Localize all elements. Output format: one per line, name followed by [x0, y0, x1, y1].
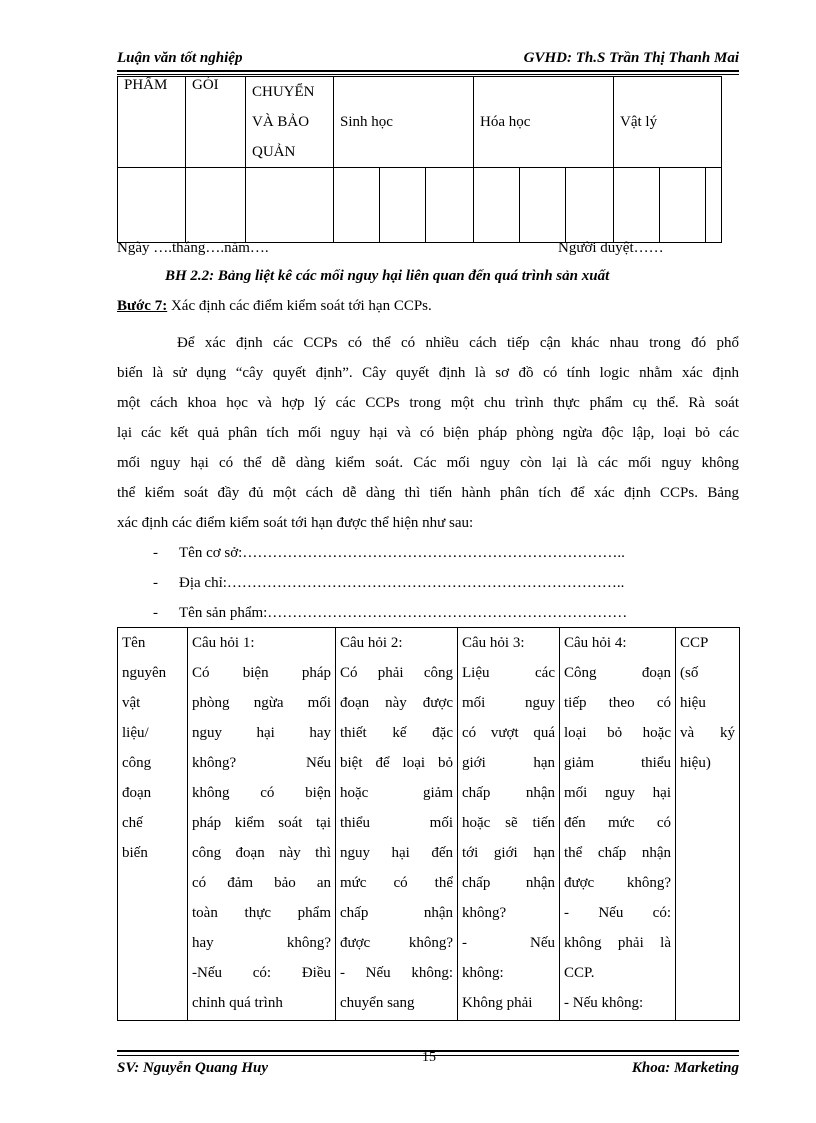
cell-line: có đảm bảo an: [192, 875, 331, 891]
cell-line: - Nếu không:: [340, 965, 453, 981]
header-hoa-hoc-text: Hóa học: [480, 113, 531, 130]
cell-goi: [186, 77, 246, 168]
cell-line: -Nếu có: Điều: [192, 965, 331, 981]
cell-line: thiểu mối: [340, 815, 453, 831]
cell-goi-text: GÓI: [192, 77, 219, 93]
cell-line: chỉnh quá trình: [192, 995, 283, 1011]
step-label: Bước 7:: [117, 298, 168, 314]
page-header: [117, 48, 739, 72]
cell-line: không?: [462, 905, 507, 921]
cell-lines: [340, 628, 453, 1018]
list-item: - Tên cơ sở:…………………………………………………………………..: [153, 545, 625, 561]
cell-line: chuyển sang: [340, 995, 415, 1011]
empty-cell: [706, 168, 722, 243]
cell-line: thể chấp nhận: [564, 845, 671, 861]
col-material: [118, 628, 188, 1021]
list-item: - Địa chỉ:……………………………………………………………………..: [153, 575, 625, 591]
cell-line: nguy hại đến: [340, 845, 453, 861]
empty-cell: [334, 168, 380, 243]
footer-faculty: Khoa: Marketing: [631, 1060, 739, 1076]
col-question-2: [336, 628, 458, 1021]
cell-line: pháp kiểm soát tại: [192, 815, 331, 831]
cell-line: VÀ BẢO: [252, 114, 310, 130]
cell-line: tới giới hạn: [462, 845, 555, 861]
cell-line: hoặc sẽ tiến: [462, 815, 555, 831]
cell-line: Câu hỏi 4:: [564, 635, 627, 651]
cell-line: CHUYỂN: [252, 84, 315, 100]
paragraph-line: một cách khoa học và hợp lý các CCPs trong một chu trình thực phẩm cụ thể. Rà soát: [117, 395, 739, 411]
paragraph-line: thể kiểm soát đầy đủ một cách dễ dàng thì tiến hành phân tích để xác định CCPs. Bảng: [117, 485, 739, 501]
cell-line: chế: [122, 815, 143, 831]
step-text: Xác định các điểm kiểm soát tới hạn CCPs.: [167, 298, 432, 314]
cell-line: được không?: [340, 935, 453, 951]
col-question-3: [458, 628, 560, 1021]
cell-line: tiếp theo có: [564, 695, 671, 711]
cell-line: đoạn: [122, 785, 152, 801]
paragraph-line: biến là sử dụng “cây quyết định”. Cây quyết định là sơ đồ có tính logic nhằm xác định: [117, 365, 739, 381]
date-line: Ngày ….tháng….năm….: [117, 240, 269, 256]
header-advisor: GVHD: Th.S Trần Thị Thanh Mai: [523, 50, 739, 66]
cell-line: hiệu: [680, 695, 706, 711]
header-hoa-hoc: [474, 77, 614, 168]
empty-cell: [474, 168, 520, 243]
col-ccp: [676, 628, 740, 1021]
cell-line: liệu/: [122, 725, 149, 741]
empty-cell: [246, 168, 334, 243]
cell-line: Tên: [122, 635, 146, 651]
paragraph-line: mối nguy hại có thể dễ dàng kiểm soát. Các mối nguy còn lại là các mối nguy không: [117, 455, 739, 471]
hazard-table-continued: [117, 76, 722, 243]
header-sinh-hoc-text: Sinh học: [340, 113, 393, 130]
empty-cell: [118, 168, 186, 243]
facility-info-list: [153, 538, 627, 628]
cell-line: công: [122, 755, 152, 771]
header-sinh-hoc: [334, 77, 474, 168]
cell-lines: [122, 628, 183, 868]
cell-line: được không?: [564, 875, 671, 891]
table-caption: [165, 268, 609, 285]
cell-line: - Nếu không:: [564, 995, 644, 1011]
empty-cell: [426, 168, 474, 243]
header-thesis-title: Luận văn tốt nghiệp: [117, 50, 243, 66]
step-heading: [117, 298, 432, 315]
header-vat-ly: [614, 77, 722, 168]
empty-cell: [614, 168, 660, 243]
cell-line: Liệu các: [462, 665, 555, 681]
empty-cell: [566, 168, 614, 243]
cell-line: không? Nếu: [192, 755, 331, 771]
cell-line: Công đoạn: [564, 665, 671, 681]
cell-pham-text: PHẨM: [124, 77, 168, 93]
page-number: 15: [422, 1050, 436, 1065]
cell-line: nguy hại hay: [192, 725, 331, 741]
approver-line: Người duyệt……: [558, 240, 664, 256]
cell-line: chấp nhận: [340, 905, 453, 921]
cell-line: đến mức có: [564, 815, 671, 831]
cell-line: nguyên: [122, 665, 167, 681]
cell-line: giới hạn: [462, 755, 555, 771]
cell-pham: [118, 77, 186, 168]
col-question-1: [188, 628, 336, 1021]
cell-line: không:: [462, 965, 504, 981]
cell-line: không có biện: [192, 785, 331, 801]
cell-line: biến: [122, 845, 148, 861]
caption-prefix: BH 2.2:: [165, 268, 215, 284]
col-question-4: [560, 628, 676, 1021]
cell-lines: [680, 628, 735, 778]
caption-text: Bảng liệt kê các mối nguy hại liên quan đến quá trình sản xuất: [214, 268, 610, 284]
cell-line: phòng ngừa mối: [192, 695, 331, 711]
cell-line: có vượt quá: [462, 725, 555, 741]
cell-line: vật: [122, 695, 141, 711]
cell-lines: [564, 628, 671, 1018]
page-footer: [117, 1050, 739, 1080]
cell-line: loại bỏ hoặc: [564, 725, 671, 741]
cell-line: đoạn này được: [340, 695, 453, 711]
cell-line: Câu hỏi 3:: [462, 635, 525, 651]
cell-line: Câu hỏi 1:: [192, 635, 255, 651]
paragraph-line: Để xác định các CCPs có thể có nhiều cách tiếp cận khác nhau trong đó phổ: [177, 335, 739, 351]
cell-lines: [462, 628, 555, 1018]
ccp-decision-table: [117, 627, 740, 1021]
footer-student: SV: Nguyễn Quang Huy: [117, 1060, 268, 1076]
cell-line: hay không?: [192, 935, 331, 951]
facility-name-line: Tên cơ sở:…………………………………………………………………..: [179, 545, 625, 561]
cell-line: và ký: [680, 725, 735, 741]
cell-line: chấp nhận: [462, 875, 555, 891]
cell-line: giảm thiểu: [564, 755, 671, 771]
cell-line: Câu hỏi 2:: [340, 635, 403, 651]
cell-line: hoặc giảm: [340, 785, 453, 801]
paragraph-line: xác định các điểm kiểm soát tới hạn được thể hiện như sau:: [117, 515, 474, 531]
cell-line: (số: [680, 665, 699, 681]
paragraph-line: lại các kết quả phân tích mối nguy hại và có biện pháp phòng ngừa độc lập, loại bỏ các: [117, 425, 739, 441]
empty-cell: [380, 168, 426, 243]
ccp-paragraph: [117, 328, 739, 538]
cell-line: - Nếu có:: [564, 905, 671, 921]
cell-line: mối nguy: [462, 695, 555, 711]
empty-cell: [660, 168, 706, 243]
cell-line: CCP.: [564, 965, 595, 981]
empty-cell: [186, 168, 246, 243]
cell-line: QUẢN: [252, 144, 296, 160]
cell-line: CCP: [680, 635, 709, 651]
cell-line: thiết kế đặc: [340, 725, 453, 741]
cell-lines: [192, 628, 331, 1018]
cell-chuyen-bao-quan: [246, 77, 334, 168]
cell-line: hiệu): [680, 755, 711, 771]
empty-cell: [520, 168, 566, 243]
address-line: Địa chỉ:……………………………………………………………………..: [179, 575, 625, 591]
cell-line: Không phải: [462, 995, 533, 1011]
cell-line: biệt để loại bỏ: [340, 755, 453, 771]
list-item: - Tên sản phẩm:………………………………………………………………: [153, 605, 628, 621]
product-name-line: Tên sản phẩm:………………………………………………………………: [179, 605, 628, 621]
cell-line: không phải là: [564, 935, 671, 951]
cell-line: - Nếu: [462, 935, 555, 951]
cell-line: toàn thực phẩm: [192, 905, 331, 921]
cell-line: mối nguy hại: [564, 785, 671, 801]
cell-line: công đoạn này thì: [192, 845, 331, 861]
cell-line: Có biện pháp: [192, 665, 331, 681]
header-vat-ly-text: Vật lý: [620, 113, 658, 130]
cell-line: Có phải công: [340, 665, 453, 681]
cell-line: mức có thể: [340, 875, 453, 891]
cell-line: chấp nhận: [462, 785, 555, 801]
